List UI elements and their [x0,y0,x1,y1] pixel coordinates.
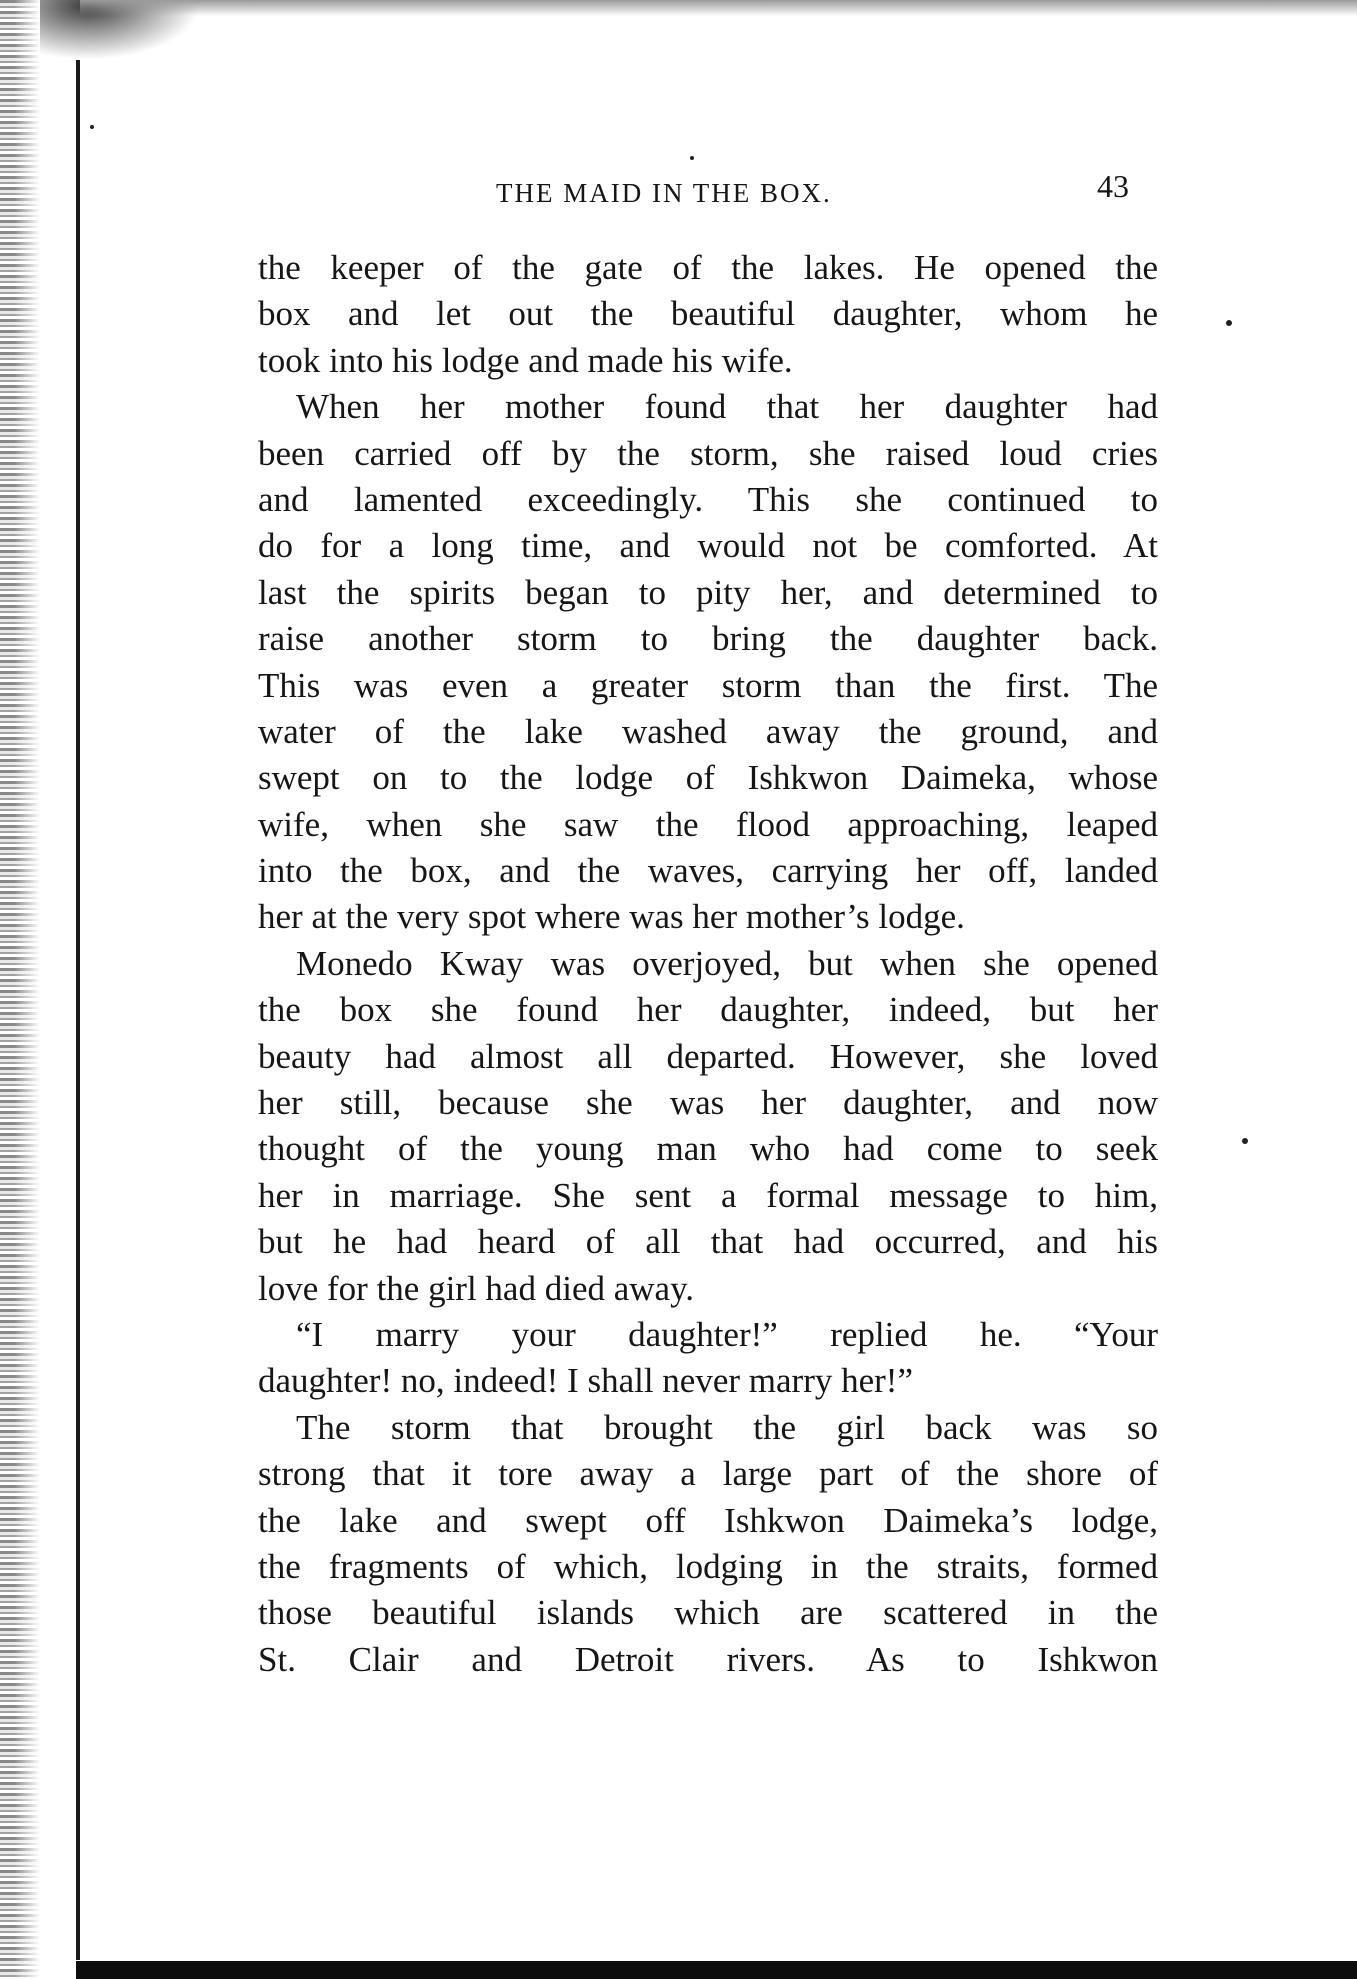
text-line: When her mother found that her daughter had [296,387,1158,427]
text-line: wife, when she saw the flood approaching, leaped [258,804,1158,844]
text-line: daughter! no, indeed! I shall never marry her!” [258,1361,913,1401]
running-head: THE MAID IN THE BOX. [496,178,832,208]
text-line: into the box, and the waves, carrying her off, landed [258,851,1158,891]
text-line: raise another storm to bring the daughter back. [258,619,1158,659]
text-line: love for the girl had died away. [258,1268,695,1308]
text-line: thought of the young man who had come to seek [258,1129,1158,1169]
text-line: the lake and swept off Ishkwon Daimeka’s lodge, [258,1500,1158,1540]
text-line: box and let out the beautiful daughter, whom he [258,294,1158,334]
text-line: The storm that brought the girl back was so [296,1407,1158,1447]
text-line: took into his lodge and made his wife. [258,340,793,380]
text-line: those beautiful islands which are scattered in the [258,1593,1158,1633]
text-line: water of the lake washed away the ground, and [258,711,1158,751]
body-text [258,245,1158,1683]
ink-speck [1242,1138,1248,1144]
text-line: do for a long time, and would not be comforted. At [258,526,1158,566]
ink-speck [1226,320,1232,326]
ink-speck [90,125,94,129]
text-line: and lamented exceedingly. This she continued to [258,479,1158,519]
text-line: been carried off by the storm, she raised loud cries [258,433,1158,473]
text-line: This was even a greater storm than the first. The [258,665,1158,705]
page-number: 43 [1097,168,1129,204]
top-shadow [80,0,1357,16]
text-line: “I marry your daughter!” replied he. “Your [296,1314,1158,1354]
text-line: strong that it tore away a large part of the shore of [258,1454,1158,1494]
ink-speck [690,156,694,160]
text-line: the box she found her daughter, indeed, but her [258,990,1158,1030]
gutter-line [76,60,80,1960]
binding-edge [0,0,40,1979]
text-line: her still, because she was her daughter, and now [258,1083,1158,1123]
text-line: but he had heard of all that had occurred, and his [258,1222,1158,1262]
text-line: last the spirits began to pity her, and determined to [258,572,1158,612]
text-line: St. Clair and Detroit rivers. As to Ishkwon [258,1639,1158,1679]
text-line: her in marriage. She sent a formal message to him, [258,1175,1158,1215]
text-line: the fragments of which, lodging in the straits, formed [258,1546,1158,1586]
text-line: the keeper of the gate of the lakes. He opened the [258,248,1158,287]
bottom-edge [76,1961,1357,1979]
text-line: Monedo Kway was overjoyed, but when she opened [296,943,1158,983]
text-line: her at the very spot where was her mother’s lodge. [258,897,965,937]
text-line: beauty had almost all departed. However, she loved [258,1036,1158,1076]
text-line: swept on to the lodge of Ishkwon Daimeka, whose [258,758,1158,798]
